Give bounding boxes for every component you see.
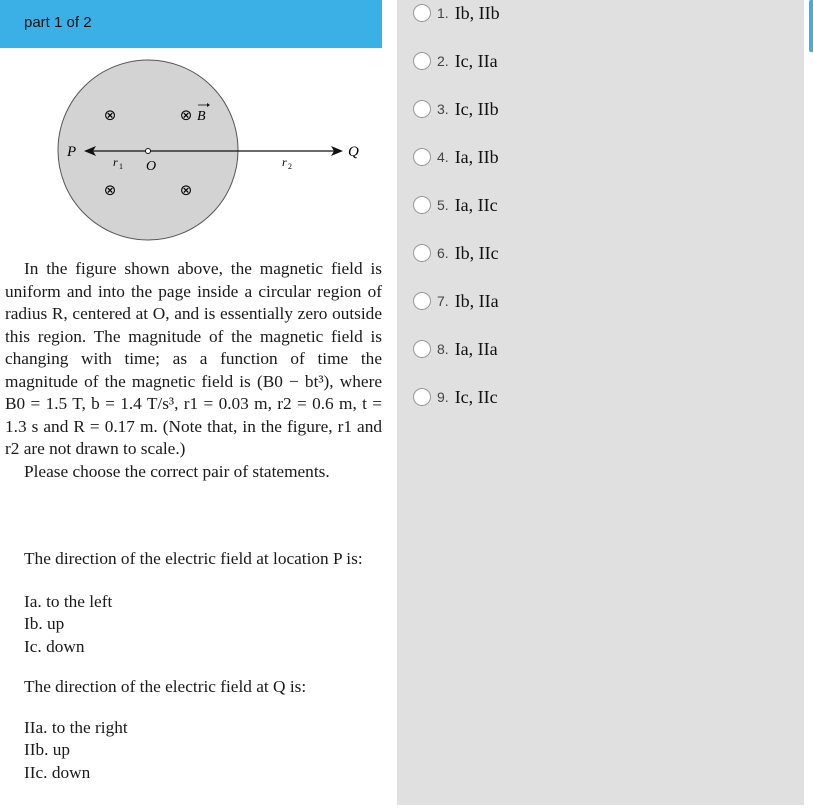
statement-IIa: IIa. to the right	[24, 717, 128, 737]
label-O: O	[146, 159, 157, 174]
label-P: P	[67, 144, 77, 160]
radio-button[interactable]	[413, 148, 431, 166]
option-number: 9.	[437, 389, 449, 405]
option-number: 7.	[437, 293, 449, 309]
question-q-text: The direction of the electric field at Q is:	[24, 677, 307, 696]
field-into-page-icon: ⊗	[103, 106, 117, 124]
label-r2-sub: 2	[288, 162, 292, 171]
answer-option-5[interactable]	[413, 194, 498, 216]
option-label: Ib, IIa	[454, 290, 499, 311]
edge-accent-bar	[809, 0, 813, 52]
part-header	[0, 0, 382, 48]
statement-Ia: Ia. to the left	[24, 591, 113, 611]
question-p-text: The direction of the electric field at location P is:	[24, 549, 363, 568]
option-number: 5.	[437, 197, 449, 213]
radio-button[interactable]	[413, 244, 431, 262]
answer-option-7[interactable]	[413, 290, 499, 312]
option-label: Ib, IIb	[454, 2, 500, 23]
option-label: Ia, IIc	[454, 194, 498, 215]
magnetic-field-figure	[0, 50, 382, 250]
instruction-paragraph: Please choose the correct pair of statements.	[24, 461, 330, 481]
option-label: Ic, IIb	[454, 98, 499, 119]
option-label: Ic, IIa	[454, 50, 498, 71]
option-number: 6.	[437, 245, 449, 261]
field-into-page-icon: ⊗	[179, 181, 193, 199]
radio-button[interactable]	[413, 4, 431, 22]
label-r1-sub: 1	[119, 162, 123, 171]
field-into-page-icon: ⊗	[179, 106, 193, 124]
label-B: B	[197, 109, 206, 124]
option-number: 2.	[437, 53, 449, 69]
option-number: 4.	[437, 149, 449, 165]
option-label: Ic, IIc	[454, 386, 498, 407]
option-number: 8.	[437, 341, 449, 357]
answer-option-9[interactable]	[413, 386, 498, 408]
statement-IIc: IIc. down	[24, 762, 91, 782]
label-Q: Q	[348, 144, 359, 160]
statement-IIb: IIb. up	[24, 740, 71, 759]
question-block	[5, 548, 382, 784]
answer-option-4[interactable]	[413, 146, 499, 168]
label-r1: r	[113, 155, 118, 169]
answer-option-3[interactable]	[413, 98, 499, 120]
radio-button[interactable]	[413, 52, 431, 70]
answer-option-2[interactable]	[413, 50, 498, 72]
option-label: Ib, IIc	[454, 242, 499, 263]
part-title: part 1 of 2	[24, 14, 92, 31]
statements-q	[5, 717, 382, 785]
option-label: Ia, IIa	[454, 338, 498, 359]
center-point-O	[146, 149, 151, 154]
option-label: Ia, IIb	[454, 146, 499, 167]
label-r2: r	[282, 155, 287, 169]
problem-statement	[5, 258, 382, 483]
statements-p	[5, 591, 382, 659]
field-into-page-icon: ⊗	[103, 181, 117, 199]
option-number: 3.	[437, 101, 449, 117]
radio-button[interactable]	[413, 100, 431, 118]
answer-option-8[interactable]	[413, 338, 498, 360]
answer-option-1[interactable]	[413, 2, 500, 24]
statement-Ic: Ic. down	[24, 636, 85, 656]
radio-button[interactable]	[413, 196, 431, 214]
radio-button[interactable]	[413, 292, 431, 310]
problem-paragraph: In the figure shown above, the magnetic field is uniform and into the page inside a circular region of radius R, centered at O, and is essentially zero outside this region. The magnitude of the magnetic field is changing with time; as a function of time the magnitude of the magnetic field is (B0 − bt³), where B0 = 1.5 T, b = 1.4 T/s³, r1 = 0.03 m, r2 = 0.6 m, t = 1.3 s and R = 0.17 m. (Note that, in the figure, r1 and r2 are not drawn to scale.)	[5, 259, 382, 458]
option-number: 1.	[437, 5, 449, 21]
answer-option-6[interactable]	[413, 242, 499, 264]
radio-button[interactable]	[413, 340, 431, 358]
radio-button[interactable]	[413, 388, 431, 406]
statement-Ib: Ib. up	[24, 614, 65, 633]
